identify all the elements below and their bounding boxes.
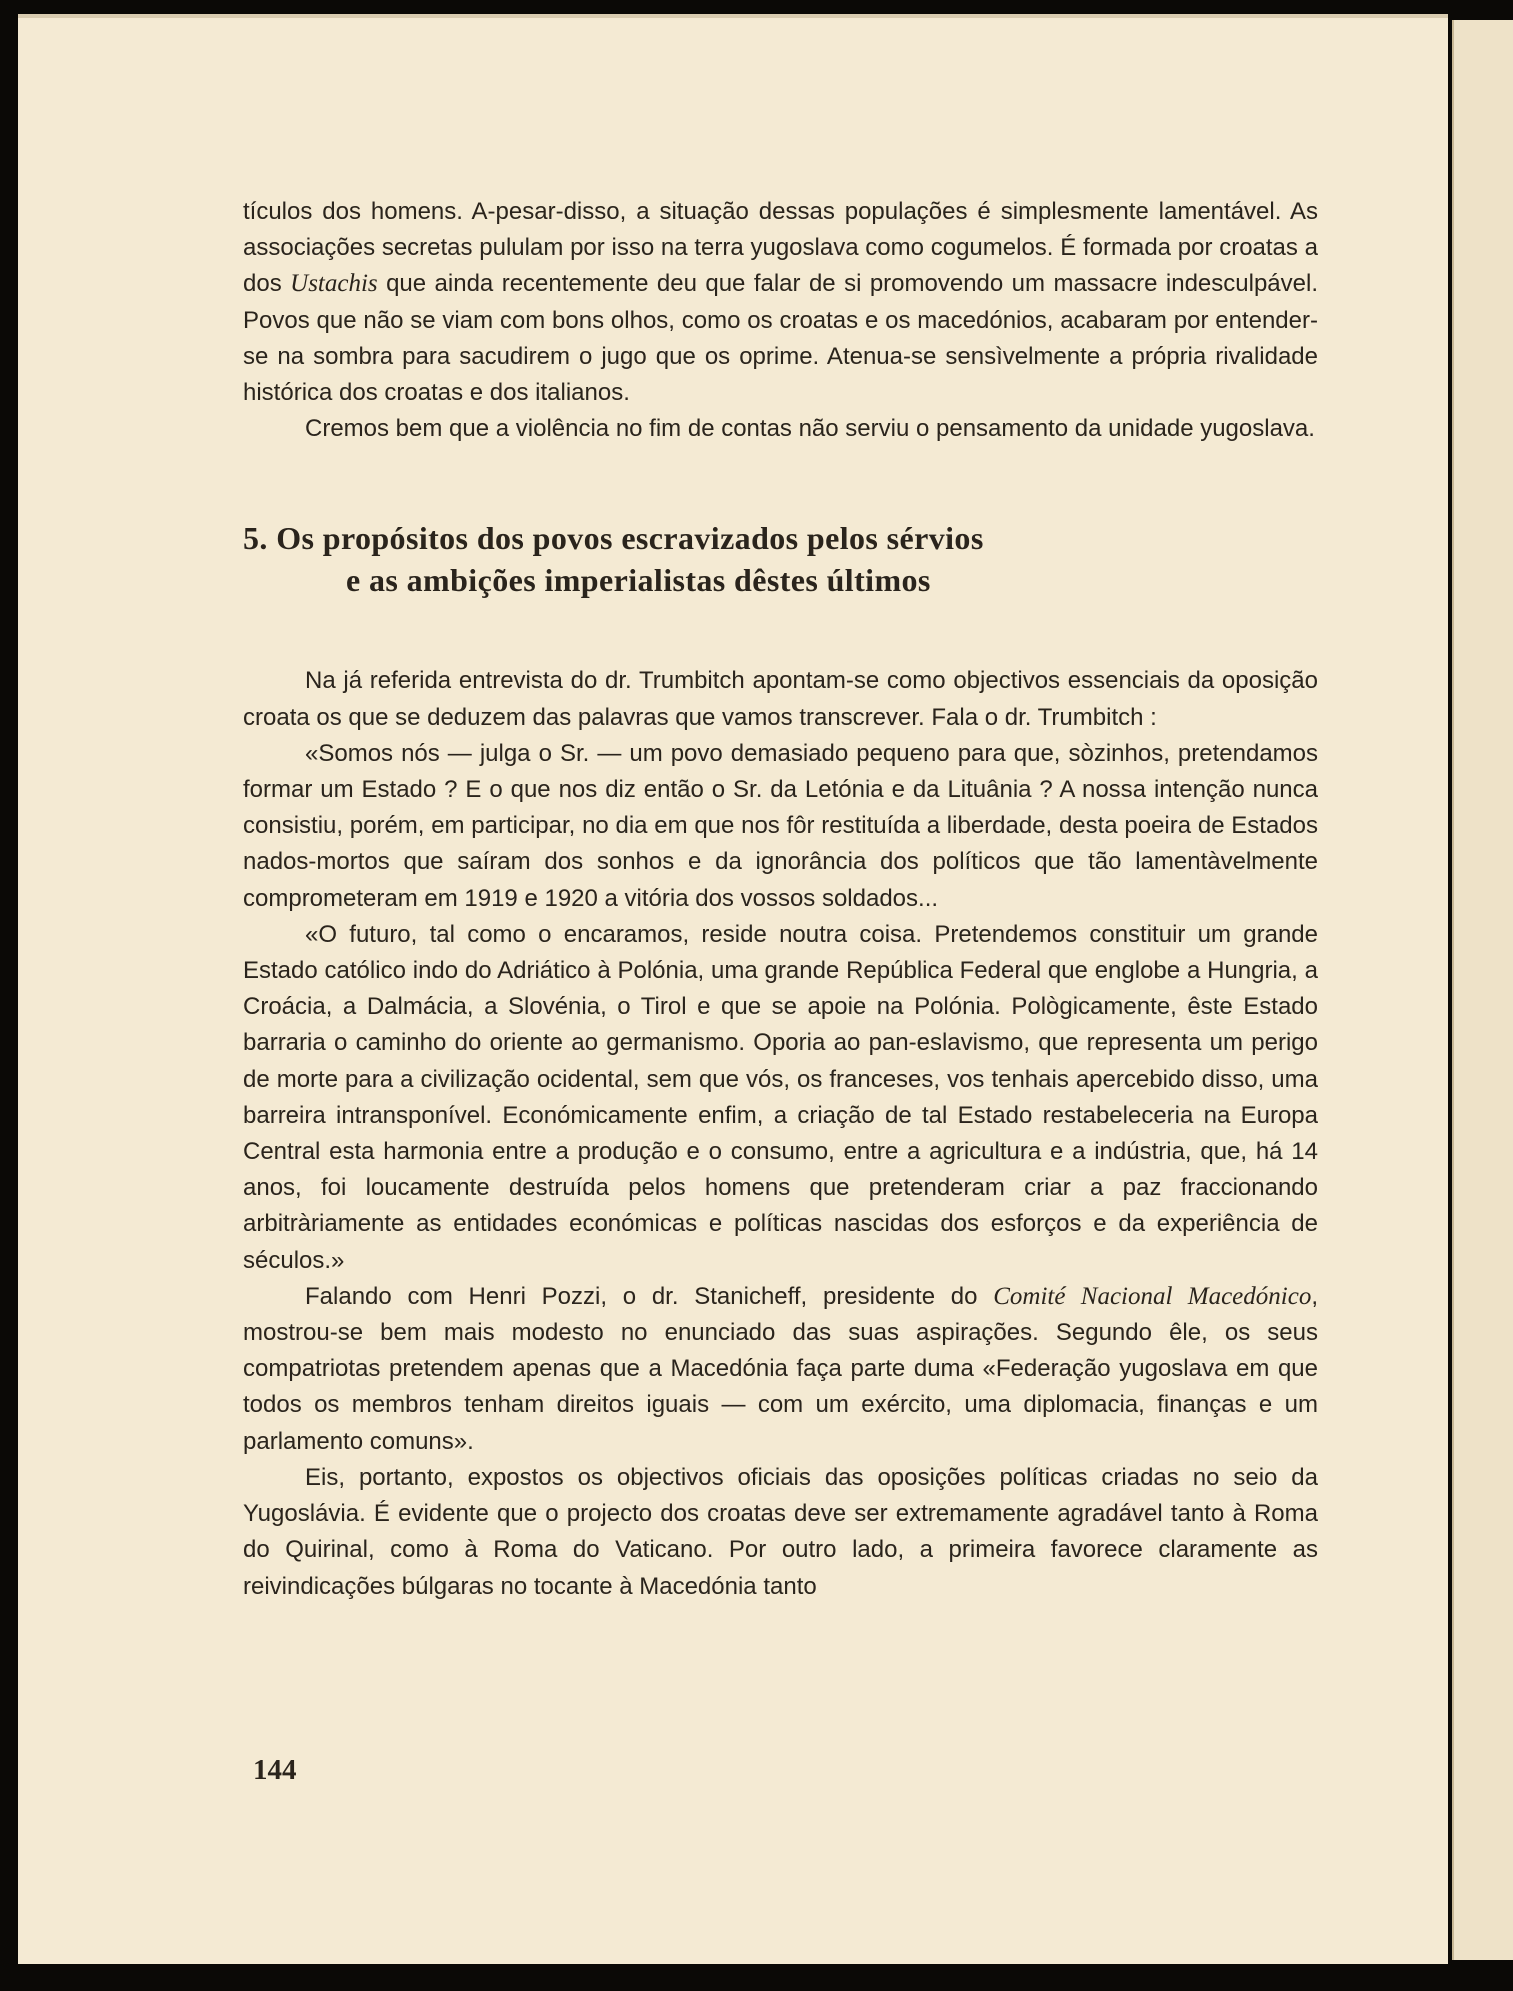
paragraph-3: Na já referida entrevista do dr. Trumbitch apontam-se como objectivos essenciais da oposição croata os que se deduzem das palavras que vamos transcrever. Fala o dr. Trumbitch : xyxy=(243,667,1318,731)
paragraph-1-rest: que ainda recentemente deu que falar de si promovendo um massacre indesculpável. Povos que não se viam com bons olhos, como os croatas e os macedónios, acabaram por entender-se na sombra para sacudirem o jugo que os oprime. Atenua-se sensìvelmente a própria rivalidade histórica dos croatas e dos italianos. xyxy=(243,270,1319,407)
paragraph-4-quote: «Somos nós — julga o Sr. — um povo demasiado pequeno para que, sòzinhos, pretendamos formar um Estado ? E o que nos diz então o Sr. da Letónia e da Lituânia ? A nossa intenção nunca consistiu, porém, em participar, no dia em que nos fôr restituída a liberdade, desta poeira de Estados nados-mortos que saíram dos sonhos e da ignorância dos políticos que tão lamentàvelmente comprometeram em 1919 e 1920 a vitória dos vossos soldados... xyxy=(243,739,1318,912)
section-title xyxy=(243,517,1318,601)
paragraph-6-rest: , mostrou-se bem mais modesto no enunciado das suas aspirações. Segundo êle, os seus compatriotas pretendem apenas que a Macedónia faça parte duma «Federação yugoslava em que todos os membros tenham direitos iguais — com um exército, uma diplomacia, finanças e um parlamento comuns». xyxy=(243,1282,1318,1455)
paragraph-6-text: Falando com Henri Pozzi, o dr. Stanicheff, presidente do xyxy=(305,1282,994,1310)
page-number: 144 xyxy=(253,1754,297,1786)
paragraph-6 xyxy=(243,1279,1318,1460)
ustachis-italic: Ustachis xyxy=(290,270,378,298)
page-body xyxy=(243,194,1318,1605)
comite-italic: Comité Nacional Macedónico xyxy=(993,1282,1312,1310)
section-title-line-1: 5. Os propósitos dos povos escravizados pelos sérvios xyxy=(243,520,984,557)
paragraph-5-quote: «O futuro, tal como o encaramos, reside noutra coisa. Pretendemos constituir um grande Estado católico indo do Adriático à Polónia, uma grande República Federal que englobe a Hungria, a Croácia, a Dalmácia, a Slovénia, o Tirol e que se apoie na Polónia. Pològicamente, êste Estado barraria o caminho do oriente ao germanismo. Oporia ao pan-eslavismo, que representa um perigo de morte para a civilização ocidental, sem que vós, os franceses, vos tenhais apercebido disso, uma barreira intransponível. Económicamente enfim, a criação de tal Estado restabeleceria na Europa Central esta harmonia entre a produção e o consumo, entre a agricultura e a indústria, que, há 14 anos, foi loucamente destruída pelos homens que pretenderam criar a paz fraccionando arbitràriamente as entidades económicas e políticas nascidas dos esforços e da experiência de séculos.» xyxy=(243,920,1318,1274)
section-title-line-2: e as ambições imperialistas dêstes últimos xyxy=(346,562,931,599)
paragraph-7: Eis, portanto, expostos os objectivos oficiais das oposições políticas criadas no seio da Yugoslávia. É evidente que o projecto dos croatas deve ser extremamente agradável tanto à Roma do Quirinal, como à Roma do Vaticano. Por outro lado, a primeira favorece claramente as reivindicações búlgaras no tocante à Macedónia tanto xyxy=(243,1463,1318,1600)
paragraph-1 xyxy=(243,194,1318,411)
adjacent-page-edge xyxy=(1452,20,1513,1960)
book-page xyxy=(18,14,1448,1964)
paragraph-1-text: tículos dos homens. A-pesar-disso, a situação dessas populações é simplesmente lamentável. As associações secretas pululam por isso na terra yugoslava como cogumelos. É formada por croatas a dos xyxy=(243,198,1318,298)
paragraph-2: Cremos bem que a violência no fim de contas não serviu o pensamento da unidade yugoslava. xyxy=(305,415,1315,443)
